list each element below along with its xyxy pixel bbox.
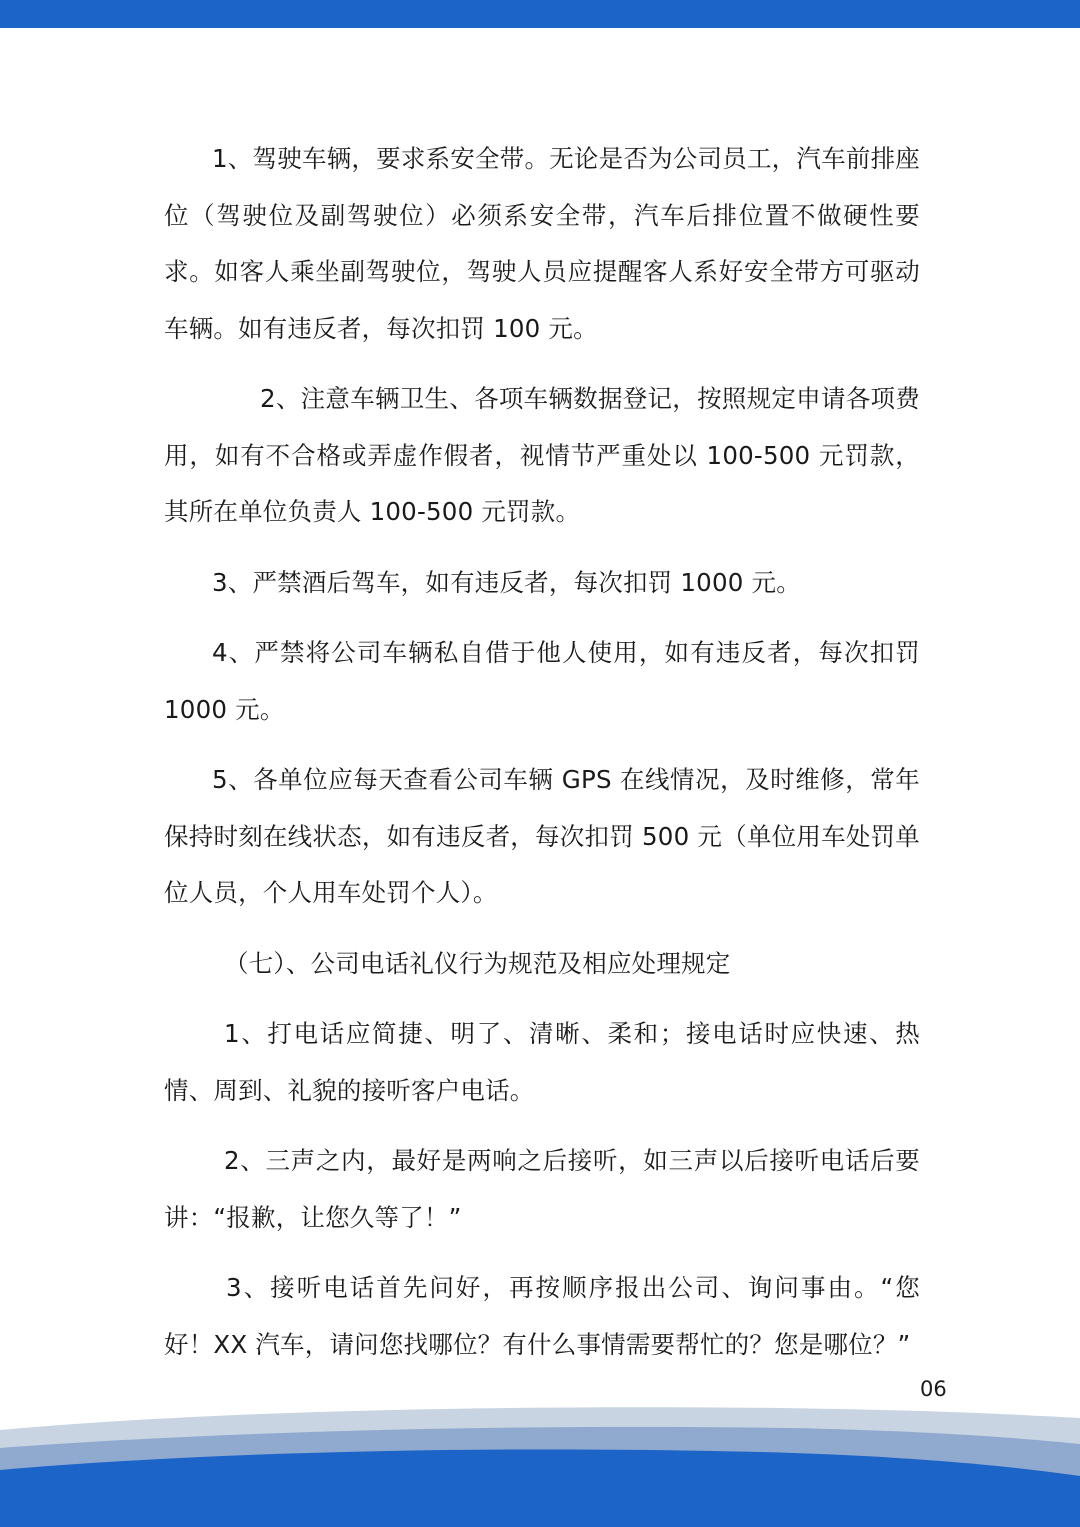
page-number: 06 bbox=[920, 1377, 947, 1401]
paragraph-phone-manner: 1、打电话应简捷、明了、清晰、柔和；接电话时应快速、热情、周到、礼貌的接听客户电话。 bbox=[164, 1019, 920, 1105]
footer-wave-blue bbox=[0, 1449, 1080, 1527]
paragraph-gps: 5、各单位应每天查看公司车辆 GPS 在线情况，及时维修，常年保持时刻在线状态，如有违反者，每次扣罚 500 元（单位用车处罚单位人员，个人用车处罚个人）。 bbox=[164, 765, 920, 907]
section-heading-phone-etiquette: （七）、公司电话礼仪行为规范及相应处理规定 bbox=[224, 948, 731, 978]
header-bar bbox=[0, 0, 1080, 28]
paragraph-answer-timing: 2、三声之内，最好是两响之后接听，如三声以后接听电话后要讲：“报歉，让您久等了！” bbox=[164, 1146, 920, 1232]
paragraph-vehicle-hygiene: 2、注意车辆卫生、各项车辆数据登记，按照规定申请各项费用，如有不合格或弄虚作假者，视情节严重处以 100-500 元罚款，其所在单位负责人 100-500 元罚款。 bbox=[164, 384, 920, 526]
paragraph-vehicle-lending: 4、严禁将公司车辆私自借于他人使用，如有违反者，每次扣罚 1000 元。 bbox=[164, 638, 920, 724]
paragraph-drunk-driving: 3、严禁酒后驾车，如有违反者，每次扣罚 1000 元。 bbox=[212, 567, 801, 597]
paragraph-greeting: 3、接听电话首先问好，再按顺序报出公司、询问事由。“您好！XX 汽车，请问您找哪位？有什么事情需要帮忙的？您是哪位？” bbox=[164, 1273, 920, 1359]
paragraph-seatbelt: 1、驾驶车辆，要求系安全带。无论是否为公司员工，汽车前排座位（驾驶位及副驾驶位）必须系安全带，汽车后排位置不做硬性要求。如客人乘坐副驾驶位，驾驶人员应提醒客人系好安全带方可驱动车辆。如有违反者，每次扣罚 100 元。 bbox=[164, 144, 920, 343]
document-body bbox=[164, 131, 920, 1373]
footer-wave bbox=[0, 1400, 1080, 1527]
